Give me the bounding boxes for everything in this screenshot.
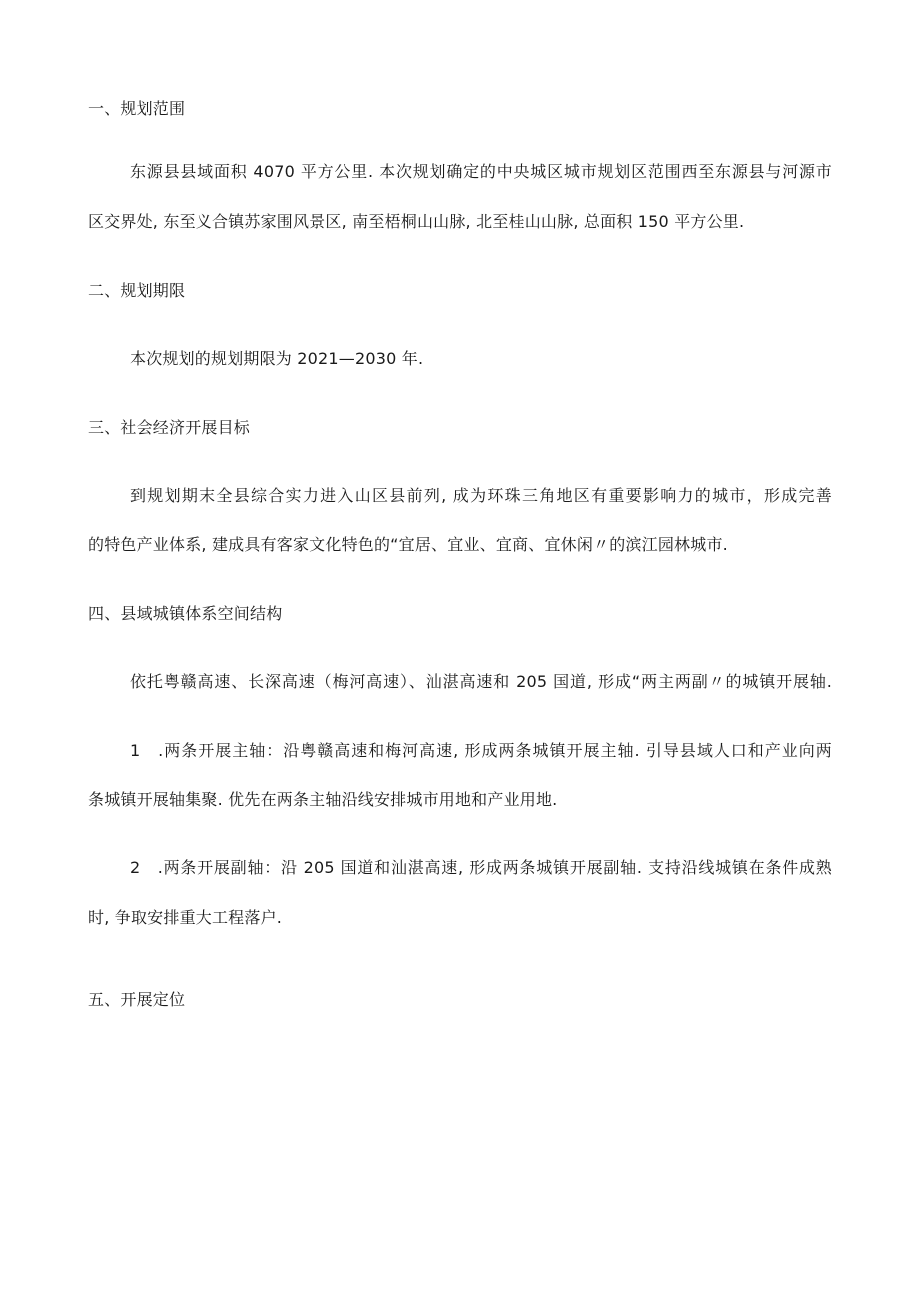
list-item-2-line: 时, 争取安排重大工程落户. xyxy=(88,908,283,927)
paragraph-line: 的特色产业体系, 建成具有客家文化特色的“宜居、宜业、宜商、宜休闲〃的滨江园林城市. xyxy=(88,535,728,554)
section-heading-4: 四、县域城镇体系空间结构 xyxy=(88,604,283,623)
section-heading-1: 一、规划范围 xyxy=(88,99,186,118)
list-item-1-line: 1 .两条开展主轴：沿粤赣高速和梅河高速, 形成两条城镇开展主轴. 引导县域人口和产业向两 xyxy=(130,741,832,760)
section-heading-3: 三、社会经济开展目标 xyxy=(88,418,251,437)
paragraph-line: 到规划期末全县综合实力进入山区县前列, 成为环珠三角地区有重要影响力的城市，形成完善 xyxy=(130,486,832,505)
paragraph-line: 依托粤赣高速、长深高速（梅河高速）、汕湛高速和 205 国道, 形成“两主两副〃的城镇开展轴. xyxy=(130,672,832,691)
list-item-1-line: 条城镇开展轴集聚. 优先在两条主轴沿线安排城市用地和产业用地. xyxy=(88,790,558,809)
paragraph-line: 区交界处, 东至义合镇苏家围风景区, 南至梧桐山山脉, 北至桂山山脉, 总面积 150 平方公里. xyxy=(88,212,745,231)
list-item-2-line: 2 .两条开展副轴：沿 205 国道和汕湛高速, 形成两条城镇开展副轴. 支持沿线城镇在条件成熟 xyxy=(130,858,832,877)
paragraph-line: 东源县县域面积 4070 平方公里. 本次规划确定的中央城区城市规划区范围西至东源县与河源市 xyxy=(130,162,832,181)
section-heading-2: 二、规划期限 xyxy=(88,281,186,300)
section-heading-5: 五、开展定位 xyxy=(88,990,186,1009)
paragraph-line: 本次规划的规划期限为 2021—2030 年. xyxy=(130,349,424,368)
